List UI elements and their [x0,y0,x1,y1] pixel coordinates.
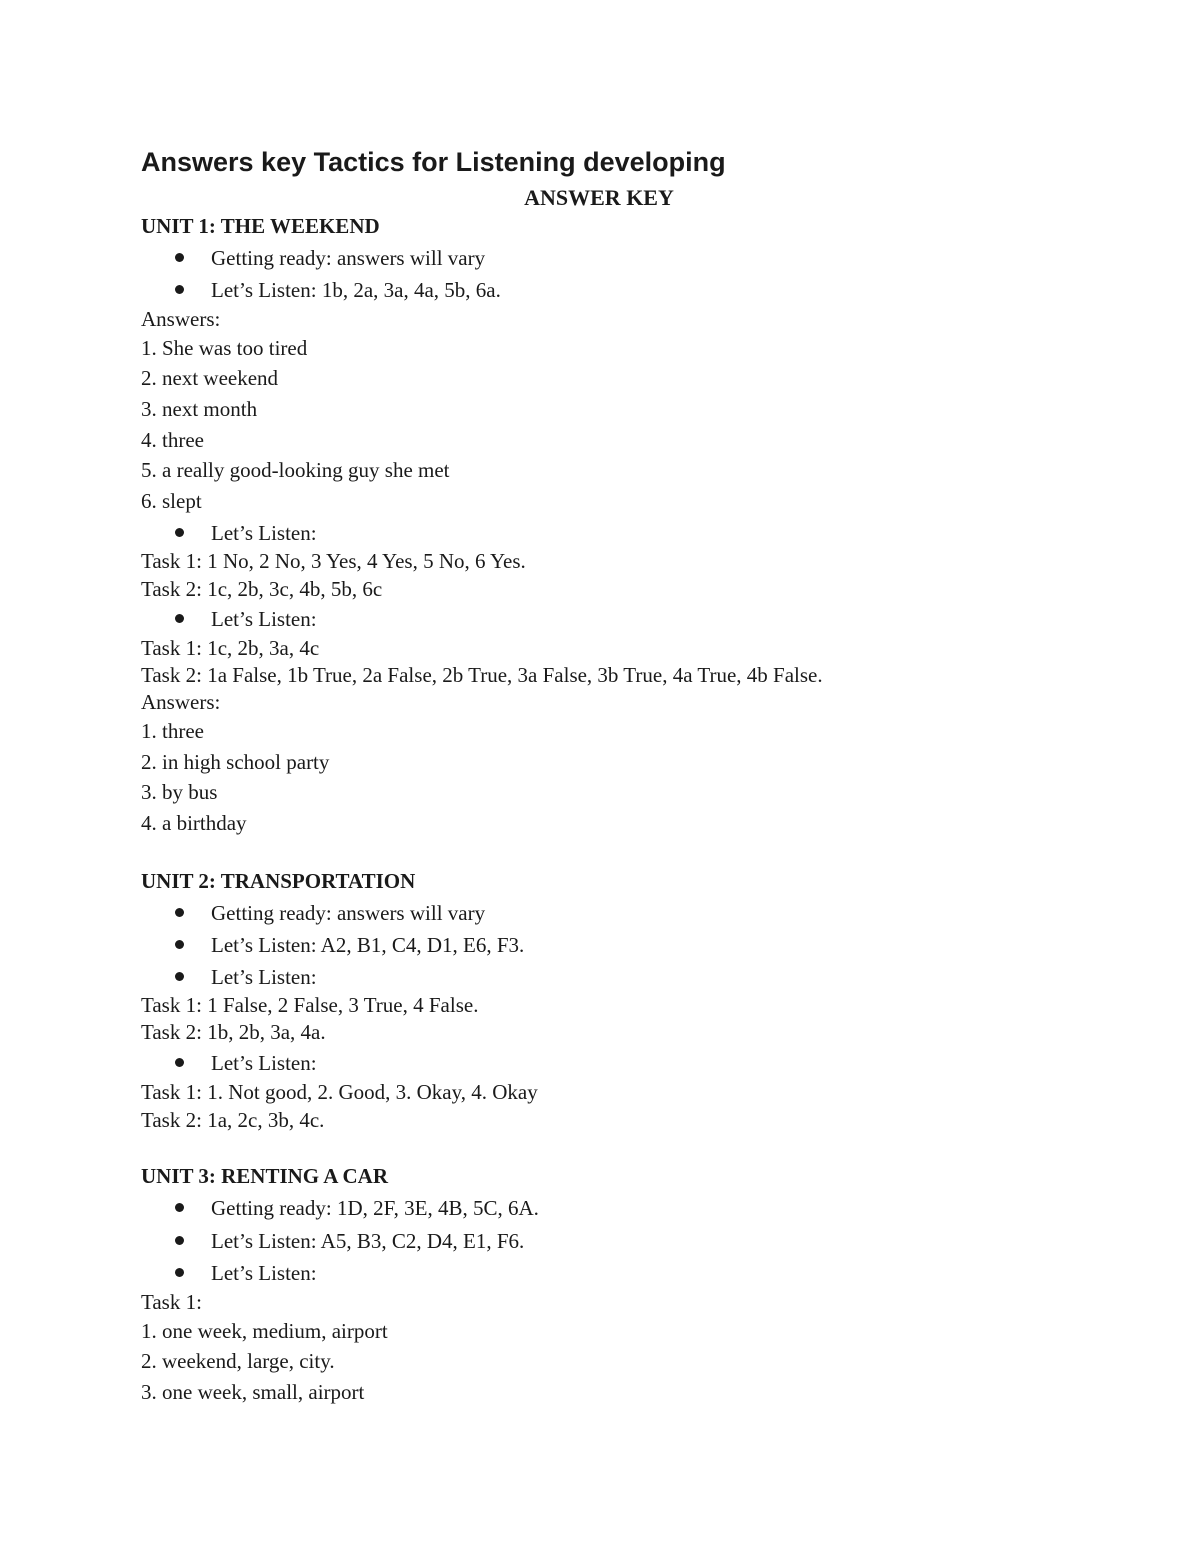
answer-line: 1. She was too tired [141,336,308,360]
bullet-text: Getting ready: answers will vary [211,901,486,925]
unit-3-heading: UNIT 3: RENTING A CAR [141,1164,388,1188]
bullet-item [211,1195,539,1221]
document-title: Answers key Tactics for Listening developing [141,147,726,177]
answer-line: 2. next weekend [141,366,279,390]
bullet-item [211,932,524,958]
document-subtitle [0,184,1200,212]
answer-line: 4. a birthday [141,811,247,835]
bullet-icon [175,253,184,262]
bullet-item [211,606,317,632]
subtitle-text: ANSWER KEY [524,185,674,210]
answer-line: 1. one week, medium, airport [141,1319,388,1343]
answer-line: 3. one week, small, airport [141,1380,365,1404]
bullet-item [211,277,501,303]
task-line: Task 1: 1. Not good, 2. Good, 3. Okay, 4. Okay [141,1080,538,1104]
text-line: Answers: [141,307,221,331]
bullet-item [211,964,317,990]
bullet-item [211,520,317,546]
unit-2-heading: UNIT 2: TRANSPORTATION [141,869,416,893]
bullet-icon [175,1236,184,1245]
answer-line: 4. three [141,428,204,452]
answer-line: 2. weekend, large, city. [141,1349,335,1373]
bullet-text: Let’s Listen: A5, B3, C2, D4, E1, F6. [211,1229,525,1253]
task-line: Task 1: 1c, 2b, 3a, 4c [141,636,320,660]
bullet-text: Let’s Listen: [211,521,317,545]
bullet-item [211,1260,317,1286]
answer-line: 6. slept [141,489,202,513]
bullet-item [211,900,485,926]
answer-line: 2. in high school party [141,750,330,774]
bullet-text: Let’s Listen: [211,965,317,989]
task-line: Task 2: 1b, 2b, 3a, 4a. [141,1020,326,1044]
bullet-item [211,1228,524,1254]
bullet-item [211,1050,317,1076]
task-line: Task 2: 1c, 2b, 3c, 4b, 5b, 6c [141,577,383,601]
bullet-text: Let’s Listen: 1b, 2a, 3a, 4a, 5b, 6a. [211,278,501,302]
bullet-text: Getting ready: answers will vary [211,246,486,270]
bullet-text: Let’s Listen: A2, B1, C4, D1, E6, F3. [211,933,525,957]
bullet-icon [175,1268,184,1277]
bullet-icon [175,972,184,981]
bullet-text: Getting ready: 1D, 2F, 3E, 4B, 5C, 6A. [211,1196,539,1220]
bullet-text: Let’s Listen: [211,1261,317,1285]
answer-line: 5. a really good-looking guy she met [141,458,450,482]
bullet-icon [175,1058,184,1067]
bullet-icon [175,285,184,294]
task-line: Task 1: 1 False, 2 False, 3 True, 4 False. [141,993,479,1017]
bullet-icon [175,908,184,917]
bullet-icon [175,940,184,949]
task-line: Task 1: [141,1290,202,1314]
bullet-item [211,245,485,271]
bullet-text: Let’s Listen: [211,1051,317,1075]
answer-line: 1. three [141,719,204,743]
answer-line: 3. by bus [141,780,218,804]
bullet-icon [175,528,184,537]
task-line: Task 2: 1a, 2c, 3b, 4c. [141,1108,325,1132]
text-line: Answers: [141,690,221,714]
task-line: Task 2: 1a False, 1b True, 2a False, 2b True, 3a False, 3b True, 4a True, 4b False. [141,663,823,687]
bullet-text: Let’s Listen: [211,607,317,631]
task-line: Task 1: 1 No, 2 No, 3 Yes, 4 Yes, 5 No, 6 Yes. [141,549,526,573]
unit-1-heading: UNIT 1: THE WEEKEND [141,214,380,238]
bullet-icon [175,1203,184,1212]
answer-line: 3. next month [141,397,258,421]
bullet-icon [175,614,184,623]
